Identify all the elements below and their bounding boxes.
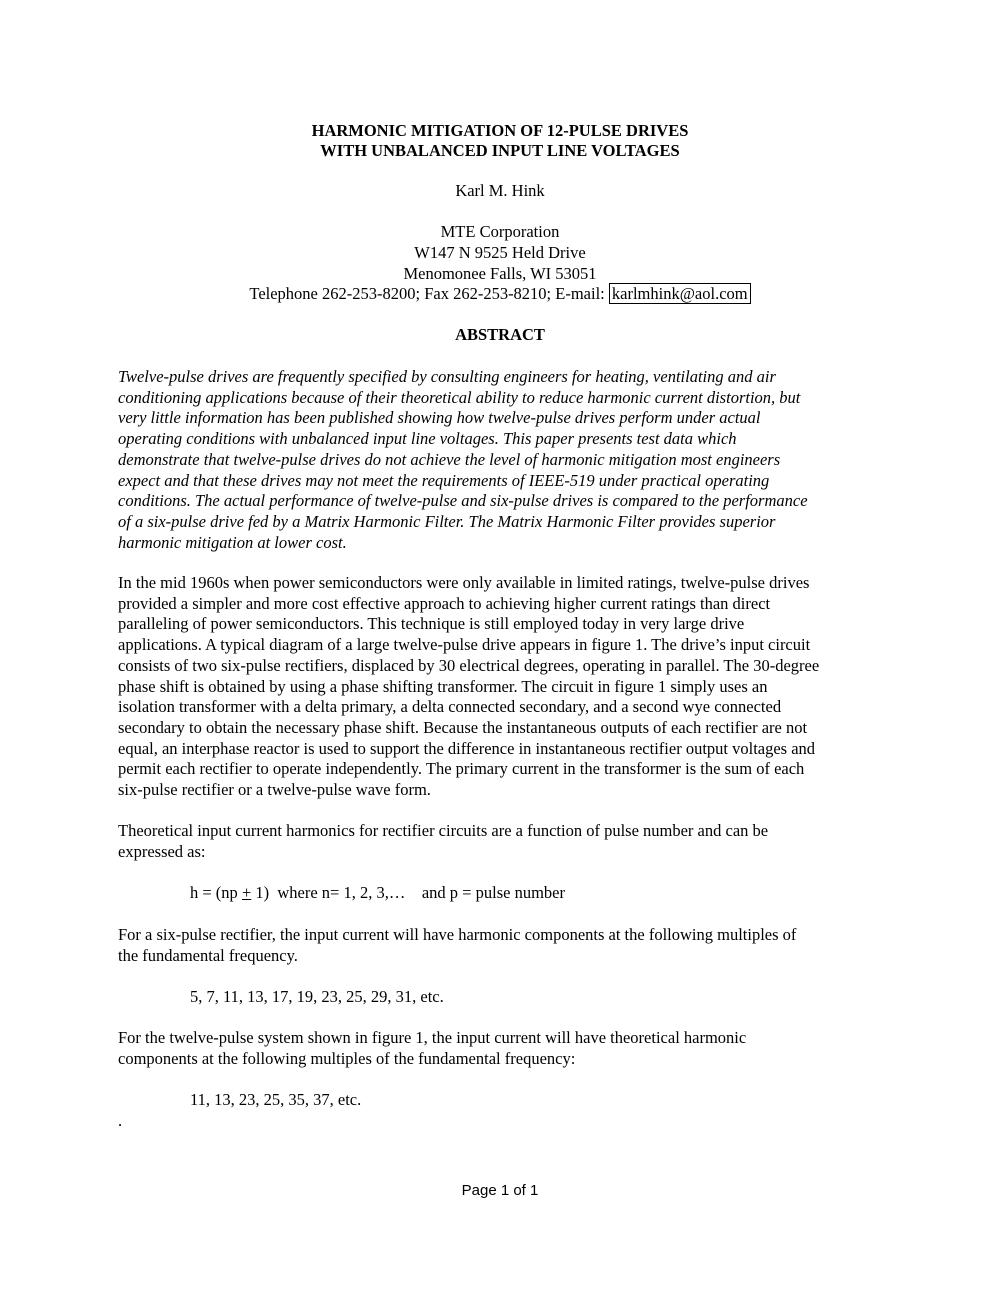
page-number: Page 1 of 1 <box>461 1182 539 1199</box>
body-paragraph-4 <box>118 1028 888 1069</box>
paragraph-line: phase shift is obtained by using a phase shifting transformer. The circuit in figure 1 simply uses an <box>118 676 768 696</box>
six-pulse-harmonic-list: 5, 7, 11, 13, 17, 19, 23, 25, 29, 31, etc. <box>190 987 444 1006</box>
address-line-1: W147 N 9525 Held Drive <box>414 243 586 262</box>
paragraph-line: expressed as: <box>118 841 206 861</box>
paragraph-line: isolation transformer with a delta primary, a delta connected secondary, and a second wye connected <box>118 697 782 717</box>
abstract-line: conditions. The actual performance of twelve-pulse and six-pulse drives is compared to the performance <box>118 491 808 511</box>
contact-info: Telephone 262-253-8200; Fax 262-253-8210; E-mail: <box>249 284 609 303</box>
plus-minus-sign: + <box>241 883 252 902</box>
abstract-line: conditioning applications because of their theoretical ability to reduce harmonic current distortion, but <box>118 387 801 407</box>
paragraph-line: permit each rectifier to operate independently. The primary current in the transformer is the sum of each <box>118 759 805 779</box>
paragraph-line: applications. A typical diagram of a large twelve-pulse drive appears in figure 1. The drive’s input circuit <box>118 635 811 655</box>
harmonic-formula <box>190 883 565 903</box>
paragraph-line: six-pulse rectifier or a twelve-pulse wave form. <box>118 780 431 800</box>
abstract-line: of a six-pulse drive fed by a Matrix Harmonic Filter. The Matrix Harmonic Filter provides superior <box>118 511 776 531</box>
paper-title-line-1: HARMONIC MITIGATION OF 12-PULSE DRIVES <box>311 121 689 140</box>
abstract-paragraph <box>118 367 888 553</box>
paragraph-line: equal, an interphase reactor is used to support the difference in instantaneous rectifier output voltages and <box>118 738 816 758</box>
abstract-line: harmonic mitigation at lower cost. <box>118 532 347 552</box>
paragraph-line: consists of two six-pulse rectifiers, displaced by 30 electrical degrees, operating in parallel. The 30-degree <box>118 655 820 675</box>
paragraph-line: Theoretical input current harmonics for rectifier circuits are a function of pulse number and can be <box>118 821 769 840</box>
stray-period: . <box>118 1111 123 1130</box>
paragraph-line: In the mid 1960s when power semiconductors were only available in limited ratings, twelve-pulse drives <box>118 573 810 592</box>
paragraph-line: provided a simpler and more cost effective approach to achieving higher current ratings than direct <box>118 593 771 613</box>
address-line-2: Menomonee Falls, WI 53051 <box>403 264 597 283</box>
paragraph-line: For a six-pulse rectifier, the input current will have harmonic components at the following multiples of <box>118 925 797 944</box>
formula-right: 1) where n= 1, 2, 3,… and p = pulse number <box>251 883 565 902</box>
body-paragraph-1 <box>118 573 888 801</box>
formula-left: h = (np <box>190 883 242 902</box>
paragraph-line: paralleling of power semiconductors. This technique is still employed today in very large drive <box>118 614 745 634</box>
contact-line <box>0 284 1000 304</box>
author-name: Karl M. Hink <box>455 181 545 200</box>
paragraph-line: the fundamental frequency. <box>118 945 298 965</box>
abstract-line: operating conditions with unbalanced input line voltages. This paper presents test data which <box>118 429 737 449</box>
abstract-heading: ABSTRACT <box>455 325 545 344</box>
abstract-line: demonstrate that twelve-pulse drives do not achieve the level of harmonic mitigation most engineers <box>118 449 781 469</box>
abstract-line: very little information has been published showing how twelve-pulse drives perform under actual <box>118 408 761 428</box>
body-paragraph-2 <box>118 821 888 862</box>
email-link[interactable]: karlmhink@aol.com <box>609 283 751 304</box>
abstract-line: expect and that these drives may not meet the requirements of IEEE-519 under practical operating <box>118 470 770 490</box>
paper-title-line-2: WITH UNBALANCED INPUT LINE VOLTAGES <box>320 141 680 160</box>
paragraph-line: For the twelve-pulse system shown in figure 1, the input current will have theoretical harmonic <box>118 1028 747 1047</box>
body-paragraph-3 <box>118 925 888 966</box>
abstract-line: Twelve-pulse drives are frequently specified by consulting engineers for heating, ventilating and air <box>118 367 776 386</box>
author-organization: MTE Corporation <box>440 222 560 241</box>
twelve-pulse-harmonic-list: 11, 13, 23, 25, 35, 37, etc. <box>190 1090 362 1109</box>
paragraph-line: components at the following multiples of the fundamental frequency: <box>118 1048 576 1068</box>
paragraph-line: secondary to obtain the necessary phase shift. Because the instantaneous outputs of each rectifier are not <box>118 717 808 737</box>
